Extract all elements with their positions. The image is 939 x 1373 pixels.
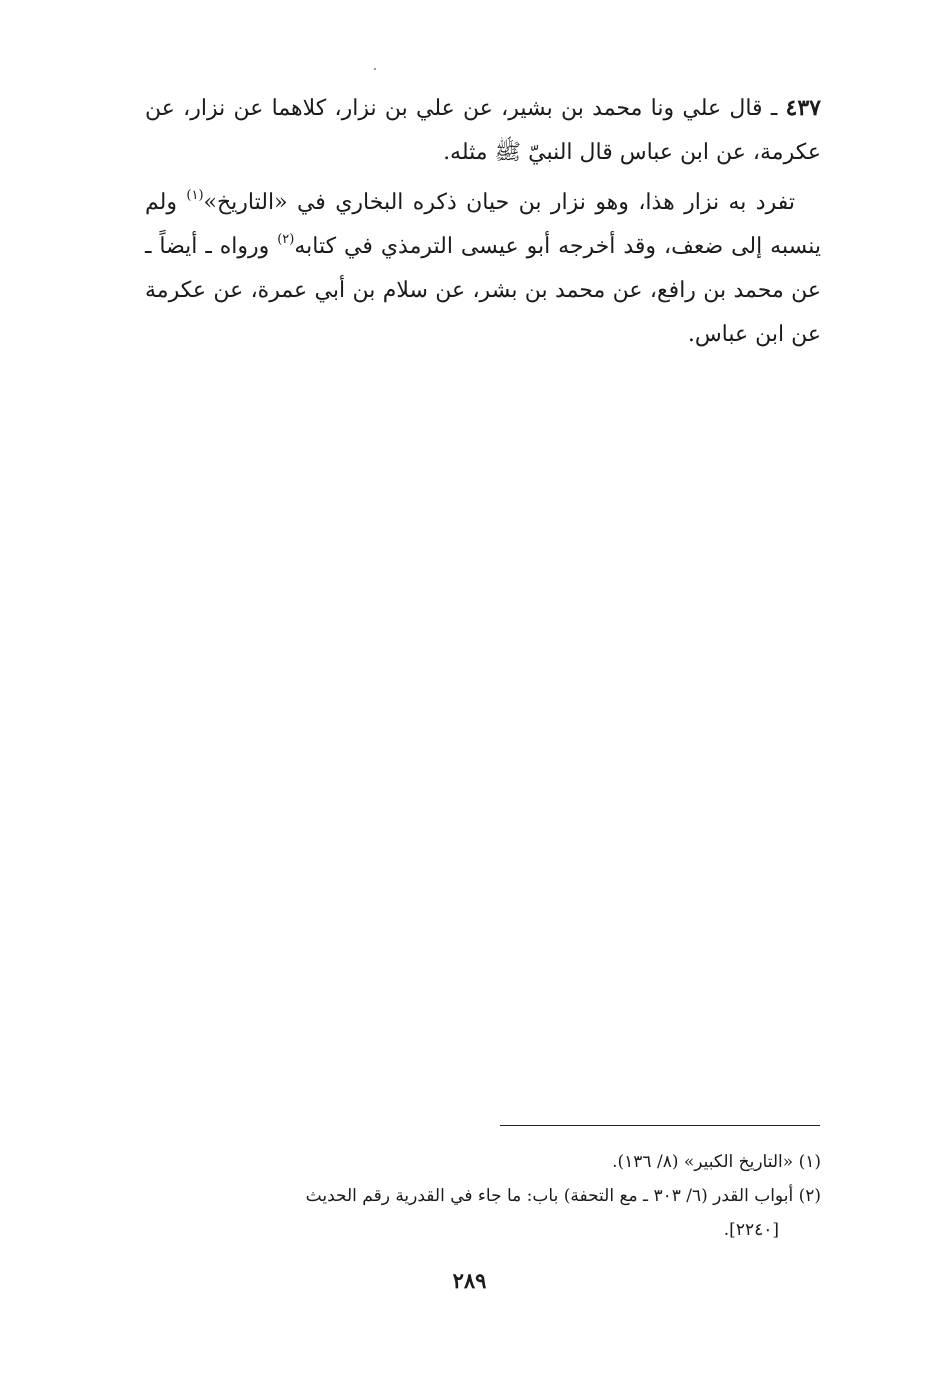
footnote-1: [145, 1145, 821, 1179]
footnote-separator: [500, 1125, 820, 1126]
footnote-ref-2: (٢): [277, 232, 295, 247]
entry-dash: ـ: [762, 96, 786, 121]
hadith-entry: [145, 86, 821, 175]
entry-number: ٤٣٧: [785, 95, 821, 121]
footnote-2: [145, 1179, 821, 1213]
footnote-number: (٢): [798, 1186, 821, 1206]
commentary-paragraph: [145, 181, 821, 357]
footnotes: [145, 1145, 821, 1247]
footnote-number: (١): [798, 1152, 821, 1172]
footnote-2-continuation: [145, 1213, 821, 1247]
footnote-text-continued: [٢٢٤٠].: [723, 1220, 779, 1240]
paragraph-text-1: تفرد به نزار هذا، وهو نزار بن حيان ذكره البخاري في «التاريخ»: [203, 190, 795, 215]
footnote-text: «التاريخ الكبير» (٨/ ١٣٦).: [612, 1152, 794, 1172]
footnote-text: أبواب القدر (٦/ ٣٠٣ ـ مع التحفة) باب: ما جاء في القدرية رقم الحديث: [305, 1186, 794, 1206]
scan-speck: [374, 68, 376, 70]
page-number: ٢٨٩: [452, 1268, 487, 1293]
paragraph-text-2: ولم ينسبه إلى ضعف، وقد أخرجه أبو عيسى الترمذي في كتابه: [145, 190, 821, 259]
footnote-ref-1: (١): [186, 188, 204, 203]
entry-text: قال علي ونا محمد بن بشير، عن علي بن نزار، كلاهما عن نزار، عن عكرمة، عن ابن عباس قال النبيّ ﷺ مثله.: [145, 96, 821, 165]
paragraph-text-3: ورواه ـ أيضاً ـ عن محمد بن رافع، عن محمد بن بشر، عن سلام بن أبي عمرة، عن عكرمة عن ابن عباس.: [145, 234, 821, 347]
